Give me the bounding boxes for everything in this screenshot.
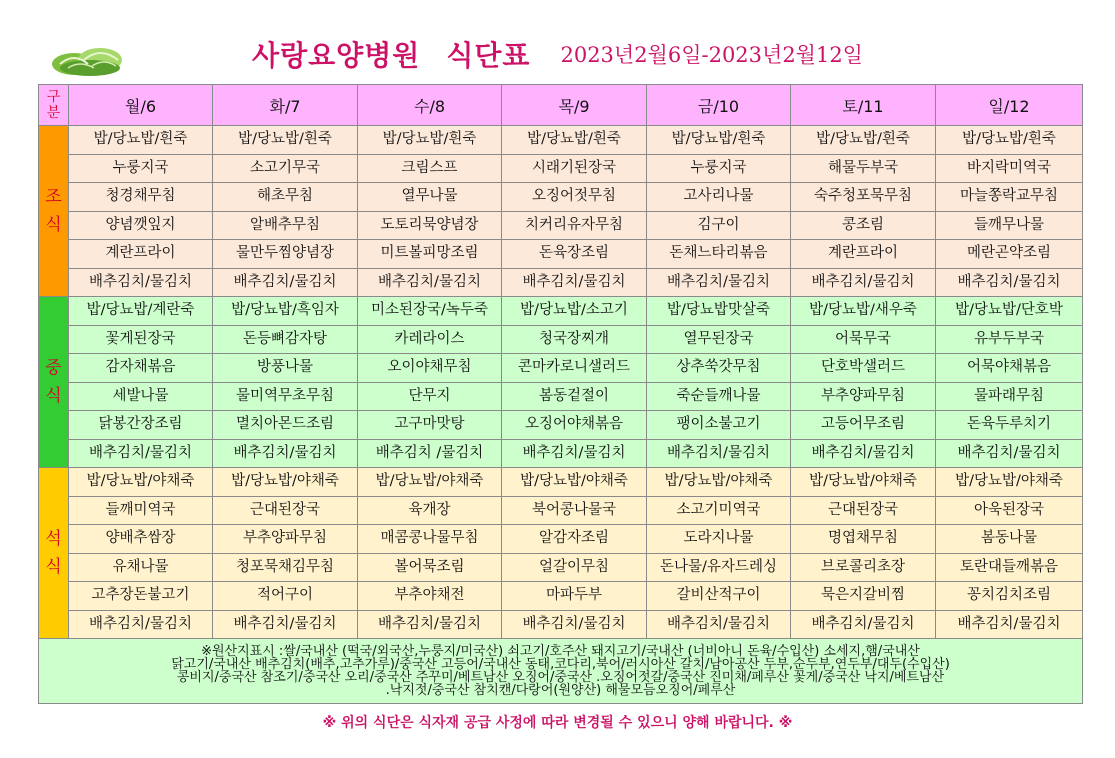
menu-cell: 해물두부국	[791, 154, 936, 183]
origin-notice-line: .낙지젓/중국산 참치캔/다랑어(원양산) 해물모듬오징어/페루산	[385, 683, 736, 698]
menu-cell: 청국장찌개	[502, 325, 647, 354]
menu-cell: 매콤콩나물무침	[358, 525, 502, 554]
lunch-row	[39, 297, 1083, 326]
dinner-label	[39, 468, 69, 639]
page-header	[0, 34, 1115, 78]
menu-cell: 밥/당뇨밥/흰죽	[791, 126, 936, 155]
day-header: 토/11	[791, 85, 936, 126]
menu-cell: 세발나물	[69, 382, 213, 411]
menu-cell: 아욱된장국	[936, 496, 1083, 525]
menu-cell: 밥/당뇨밥/단호박	[936, 297, 1083, 326]
origin-notice	[39, 639, 1083, 704]
menu-cell: 물파래무침	[936, 382, 1083, 411]
breakfast-row	[39, 126, 1083, 155]
corner-label: 구분	[39, 85, 69, 126]
day-header: 수/8	[358, 85, 502, 126]
menu-cell: 해초무침	[213, 183, 358, 212]
menu-cell: 들깨무나물	[936, 211, 1083, 240]
menu-cell: 꽃게된장국	[69, 325, 213, 354]
menu-cell: 근대된장국	[791, 496, 936, 525]
menu-cell: 배추김치/물김치	[213, 268, 358, 297]
lunch-row	[39, 439, 1083, 468]
menu-cell: 바지락미역국	[936, 154, 1083, 183]
menu-cell: 배추김치/물김치	[936, 439, 1083, 468]
menu-cell: 돈채느타리볶음	[647, 240, 791, 269]
menu-cell: 오징어야채볶음	[502, 411, 647, 440]
menu-cell: 명엽채무침	[791, 525, 936, 554]
menu-cell: 배추김치/물김치	[69, 439, 213, 468]
menu-cell: 멸치아몬드조림	[213, 411, 358, 440]
menu-cell: 육개장	[358, 496, 502, 525]
menu-cell: 배추김치/물김치	[647, 610, 791, 639]
menu-cell: 양배추쌈장	[69, 525, 213, 554]
origin-notice-line: 닭고기/국내산 배추김치(배추,고추가루)/중국산 고등어/국내산 동태,코다리,북어/러시아산 갈치/남아공산 두부,순두부,연두부/대두(수입산)	[171, 657, 950, 672]
origin-notice-line: 콩비지/중국산 참조기/중국산 오리/중국산 주꾸미/베트남산 오징어/중국산 .오징어젓갈/중국산 진미채/페루산 꽃게/중국산 낙지/베트남산	[176, 670, 945, 685]
menu-cell: 배추김치/물김치	[647, 439, 791, 468]
menu-cell: 봄동나물	[936, 525, 1083, 554]
menu-cell: 소고기무국	[213, 154, 358, 183]
day-header: 일/12	[936, 85, 1083, 126]
menu-cell: 밥/당뇨밥/흰죽	[936, 126, 1083, 155]
menu-cell: 크림스프	[358, 154, 502, 183]
menu-cell: 배추김치/물김치	[791, 610, 936, 639]
menu-cell: 밥/당뇨밥/흰죽	[358, 126, 502, 155]
menu-cell: 계란프라이	[791, 240, 936, 269]
menu-cell: 밥/당뇨밥/야채죽	[936, 468, 1083, 497]
menu-cell: 단호박샐러드	[791, 354, 936, 383]
day-header: 목/9	[502, 85, 647, 126]
menu-cell: 배추김치/물김치	[358, 610, 502, 639]
menu-cell: 소고기미역국	[647, 496, 791, 525]
breakfast-row	[39, 211, 1083, 240]
menu-cell: 밥/당뇨밥/야채죽	[358, 468, 502, 497]
menu-cell: 부추양파무침	[213, 525, 358, 554]
menu-cell: 밥/당뇨밥/야채죽	[69, 468, 213, 497]
menu-cell: 배추김치/물김치	[69, 610, 213, 639]
menu-cell: 고추장돈불고기	[69, 582, 213, 611]
footer-notice: ※ 위의 식단은 식자재 공급 사정에 따라 변경될 수 있으니 양해 바랍니다. ※	[322, 715, 793, 731]
menu-cell: 오이야채무침	[358, 354, 502, 383]
breakfast-label-char: 식	[45, 215, 62, 235]
menu-cell: 밥/당뇨밥/새우죽	[791, 297, 936, 326]
lunch-row	[39, 382, 1083, 411]
menu-cell: 밥/당뇨밥/흰죽	[213, 126, 358, 155]
dinner-row	[39, 610, 1083, 639]
menu-cell: 밥/당뇨밥/흰죽	[69, 126, 213, 155]
menu-cell: 돈육장조림	[502, 240, 647, 269]
menu-cell: 물미역무초무침	[213, 382, 358, 411]
menu-cell: 청경채무침	[69, 183, 213, 212]
menu-cell: 배추김치/물김치	[936, 268, 1083, 297]
breakfast-label	[39, 126, 69, 297]
menu-cell: 치커리유자무침	[502, 211, 647, 240]
menu-cell: 유부두부국	[936, 325, 1083, 354]
menu-cell: 누룽지국	[69, 154, 213, 183]
menu-cell: 배추김치/물김치	[647, 268, 791, 297]
menu-cell: 마늘쫑락교무침	[936, 183, 1083, 212]
menu-cell: 물만두찜양념장	[213, 240, 358, 269]
menu-cell: 밥/당뇨밥/야채죽	[791, 468, 936, 497]
menu-title: 식단표	[446, 39, 531, 72]
menu-cell: 밥/당뇨밥/야채죽	[502, 468, 647, 497]
menu-cell: 도라지나물	[647, 525, 791, 554]
menu-cell: 알감자조림	[502, 525, 647, 554]
menu-cell: 밥/당뇨밥/야채죽	[647, 468, 791, 497]
menu-cell: 배추김치/물김치	[69, 268, 213, 297]
menu-cell: 밥/당뇨밥/소고기	[502, 297, 647, 326]
menu-cell: 브로콜리초장	[791, 553, 936, 582]
menu-cell: 봄동겉절이	[502, 382, 647, 411]
menu-cell: 배추김치/물김치	[936, 610, 1083, 639]
menu-cell: 마파두부	[502, 582, 647, 611]
menu-cell: 밥/당뇨밥/흰죽	[502, 126, 647, 155]
menu-cell: 상추쑥갓무침	[647, 354, 791, 383]
menu-cell: 적어구이	[213, 582, 358, 611]
date-range: 2023년2월6일-2023년2월12일	[560, 43, 863, 67]
menu-cell: 고구마맛탕	[358, 411, 502, 440]
dinner-row	[39, 496, 1083, 525]
menu-cell: 알배추무침	[213, 211, 358, 240]
menu-cell: 배추김치/물김치	[502, 610, 647, 639]
menu-cell: 도토리묵양념장	[358, 211, 502, 240]
menu-cell: 누룽지국	[647, 154, 791, 183]
menu-cell: 꽁치김치조림	[936, 582, 1083, 611]
menu-cell: 어묵무국	[791, 325, 936, 354]
breakfast-row	[39, 154, 1083, 183]
menu-cell: 카레라이스	[358, 325, 502, 354]
menu-cell: 배추김치/물김치	[791, 268, 936, 297]
menu-cell: 돈등뼈감자탕	[213, 325, 358, 354]
day-header: 금/10	[647, 85, 791, 126]
menu-cell: 미트볼피망조림	[358, 240, 502, 269]
menu-cell: 토란대들깨볶음	[936, 553, 1083, 582]
menu-cell: 양념깻잎지	[69, 211, 213, 240]
menu-cell: 시래기된장국	[502, 154, 647, 183]
menu-cell: 배추김치/물김치	[502, 268, 647, 297]
menu-cell: 돈나물/유자드레싱	[647, 553, 791, 582]
menu-cell: 배추김치 /물김치	[358, 439, 502, 468]
menu-cell: 볼어묵조림	[358, 553, 502, 582]
breakfast-row	[39, 240, 1083, 269]
menu-cell: 감자채볶음	[69, 354, 213, 383]
menu-cell: 밥/당뇨밥/계란죽	[69, 297, 213, 326]
menu-cell: 콩조림	[791, 211, 936, 240]
menu-cell: 미소된장국/녹두죽	[358, 297, 502, 326]
menu-cell: 배추김치/물김치	[502, 439, 647, 468]
hospital-name: 사랑요양병원	[252, 39, 421, 72]
page-title	[252, 34, 530, 74]
menu-cell: 열무나물	[358, 183, 502, 212]
day-header-row	[39, 85, 1083, 126]
menu-cell: 근대된장국	[213, 496, 358, 525]
origin-notice-row	[39, 639, 1083, 704]
menu-cell: 계란프라이	[69, 240, 213, 269]
breakfast-row	[39, 268, 1083, 297]
menu-cell: 밥/당뇨밥/흑임자	[213, 297, 358, 326]
menu-cell: 갈비산적구이	[647, 582, 791, 611]
lunch-label-char: 중	[45, 358, 62, 378]
menu-cell: 배추김치/물김치	[791, 439, 936, 468]
dinner-row	[39, 582, 1083, 611]
menu-cell: 배추김치/물김치	[358, 268, 502, 297]
menu-cell: 메란곤약조림	[936, 240, 1083, 269]
menu-cell: 콘마카로니샐러드	[502, 354, 647, 383]
menu-cell: 북어콩나물국	[502, 496, 647, 525]
menu-cell: 배추김치/물김치	[213, 439, 358, 468]
menu-cell: 닭봉간장조림	[69, 411, 213, 440]
menu-cell: 밥/당뇨밥맛살죽	[647, 297, 791, 326]
lunch-row	[39, 411, 1083, 440]
menu-cell: 얼갈이무침	[502, 553, 647, 582]
dinner-row	[39, 525, 1083, 554]
menu-cell: 오징어젓무침	[502, 183, 647, 212]
lunch-row	[39, 325, 1083, 354]
menu-cell: 부추야채전	[358, 582, 502, 611]
menu-cell: 돈육두루치기	[936, 411, 1083, 440]
menu-cell: 김구이	[647, 211, 791, 240]
menu-cell: 고사리나물	[647, 183, 791, 212]
lunch-label-char: 식	[45, 386, 62, 406]
menu-cell: 들깨미역국	[69, 496, 213, 525]
breakfast-row	[39, 183, 1083, 212]
lunch-row	[39, 354, 1083, 383]
menu-cell: 청포묵채김무침	[213, 553, 358, 582]
menu-cell: 죽순들깨나물	[647, 382, 791, 411]
menu-cell: 묵은지갈비찜	[791, 582, 936, 611]
menu-cell: 밥/당뇨밥/흰죽	[647, 126, 791, 155]
menu-cell: 팽이소불고기	[647, 411, 791, 440]
meal-table	[38, 84, 1083, 704]
dinner-row	[39, 468, 1083, 497]
day-header: 화/7	[213, 85, 358, 126]
dinner-label-char: 석	[45, 529, 62, 549]
lunch-label	[39, 297, 69, 468]
menu-cell: 방풍나물	[213, 354, 358, 383]
menu-cell: 유채나물	[69, 553, 213, 582]
dinner-label-char: 식	[45, 557, 62, 577]
day-header: 월/6	[69, 85, 213, 126]
menu-cell: 부추양파무침	[791, 382, 936, 411]
menu-cell: 밥/당뇨밥/야채죽	[213, 468, 358, 497]
breakfast-label-char: 조	[45, 187, 62, 207]
dinner-row	[39, 553, 1083, 582]
menu-cell: 어묵야채볶음	[936, 354, 1083, 383]
menu-cell: 숙주청포묵무침	[791, 183, 936, 212]
origin-notice-line: ※원산지표시 :쌀/국내산 (떡국/외국산,누룽지/미국산) 쇠고기/호주산 돼지고기/국내산 (너비아니 돈육/수입산) 소세지,햄/국내산	[201, 644, 920, 659]
menu-cell: 배추김치/물김치	[213, 610, 358, 639]
menu-cell: 고등어무조림	[791, 411, 936, 440]
menu-cell: 열무된장국	[647, 325, 791, 354]
menu-cell: 단무지	[358, 382, 502, 411]
